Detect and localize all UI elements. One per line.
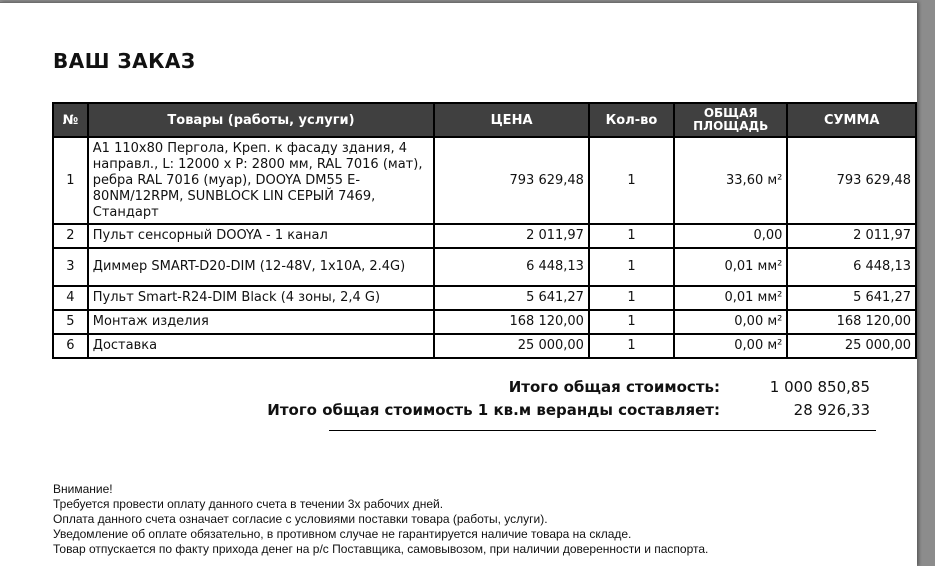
row-name: Доставка xyxy=(88,334,434,358)
row-sum: 25 000,00 xyxy=(787,334,916,358)
notes-line: Оплата данного счета означает согласие с условиями поставки товара (работы, услуги). xyxy=(53,512,548,526)
row-num: 5 xyxy=(53,310,88,334)
table-row xyxy=(53,248,916,286)
row-sum: 5 641,27 xyxy=(787,286,916,310)
row-area: 0,00 м² xyxy=(674,310,787,334)
row-num: 4 xyxy=(53,286,88,310)
row-qty: 1 xyxy=(589,334,674,358)
document-page xyxy=(0,2,917,566)
row-area: 0,00 м² xyxy=(674,334,787,358)
total-label: Итого общая стоимость: xyxy=(508,378,720,396)
header-num: № xyxy=(53,103,88,137)
notes-line: Товар отпускается по факту прихода денег на р/с Поставщика, самовывозом, при наличии доверенности и паспорта. xyxy=(53,542,709,556)
row-sum: 2 011,97 xyxy=(787,224,916,248)
row-area: 0,01 мм² xyxy=(674,248,787,286)
row-sum: 168 120,00 xyxy=(787,310,916,334)
row-qty: 1 xyxy=(589,310,674,334)
row-num: 2 xyxy=(53,224,88,248)
row-num: 6 xyxy=(53,334,88,358)
table-header-row xyxy=(53,103,916,137)
header-area xyxy=(674,103,787,137)
per-sqm-label: Итого общая стоимость 1 кв.м веранды составляет: xyxy=(267,401,720,419)
row-qty: 1 xyxy=(589,286,674,310)
total-row xyxy=(250,378,876,401)
header-price: ЦЕНА xyxy=(434,103,589,137)
totals-divider xyxy=(329,430,876,431)
row-num: 3 xyxy=(53,248,88,286)
totals-block xyxy=(250,378,876,424)
row-area: 0,00 xyxy=(674,224,787,248)
row-price: 5 641,27 xyxy=(434,286,589,310)
row-name: Пульт Smart-R24-DIM Black (4 зоны, 2,4 G) xyxy=(88,286,434,310)
row-price: 793 629,48 xyxy=(434,137,589,224)
per-sqm-row xyxy=(250,401,876,424)
header-sum: СУММА xyxy=(787,103,916,137)
table-row xyxy=(53,224,916,248)
row-sum: 793 629,48 xyxy=(787,137,916,224)
table-row xyxy=(53,286,916,310)
header-area-line1: ОБЩАЯ xyxy=(703,106,758,120)
row-name: Пульт сенсорный DOOYA - 1 канал xyxy=(88,224,434,248)
row-sum: 6 448,13 xyxy=(787,248,916,286)
table-row xyxy=(53,334,916,358)
header-qty: Кол-во xyxy=(589,103,674,137)
per-sqm-value: 28 926,33 xyxy=(793,401,870,419)
notes-block xyxy=(53,482,708,557)
page-title: ВАШ ЗАКАЗ xyxy=(53,49,196,73)
row-area: 33,60 м² xyxy=(674,137,787,224)
row-qty: 1 xyxy=(589,224,674,248)
row-price: 2 011,97 xyxy=(434,224,589,248)
row-price: 25 000,00 xyxy=(434,334,589,358)
notes-line: Уведомление об оплате обязательно, в противном случае не гарантируется наличие товара на складе. xyxy=(53,527,632,541)
notes-line: Требуется провести оплату данного счета в течении 3х рабочих дней. xyxy=(53,497,444,511)
row-name: Диммер SMART-D20-DIM (12-48V, 1x10A, 2.4G) xyxy=(88,248,434,286)
total-value: 1 000 850,85 xyxy=(769,378,870,396)
row-area: 0,01 мм² xyxy=(674,286,787,310)
row-num: 1 xyxy=(53,137,88,224)
notes-line: Внимание! xyxy=(53,482,113,496)
table-row xyxy=(53,137,916,224)
row-price: 6 448,13 xyxy=(434,248,589,286)
row-qty: 1 xyxy=(589,137,674,224)
header-area-line2: ПЛОЩАДЬ xyxy=(693,119,769,133)
row-qty: 1 xyxy=(589,248,674,286)
row-price: 168 120,00 xyxy=(434,310,589,334)
header-goods: Товары (работы, услуги) xyxy=(88,103,434,137)
row-name: А1 110х80 Пергола, Креп. к фасаду здания, 4 направл., L: 12000 x P: 2800 мм, RAL 7016 (мат), ребра RAL 7016 (муар), DOOYA DM55 E-80NM/12RPM, SUNBLOCK LIN СЕРЫЙ 7469, Стандарт xyxy=(88,137,434,224)
order-table xyxy=(52,102,917,359)
table-row xyxy=(53,310,916,334)
row-name: Монтаж изделия xyxy=(88,310,434,334)
